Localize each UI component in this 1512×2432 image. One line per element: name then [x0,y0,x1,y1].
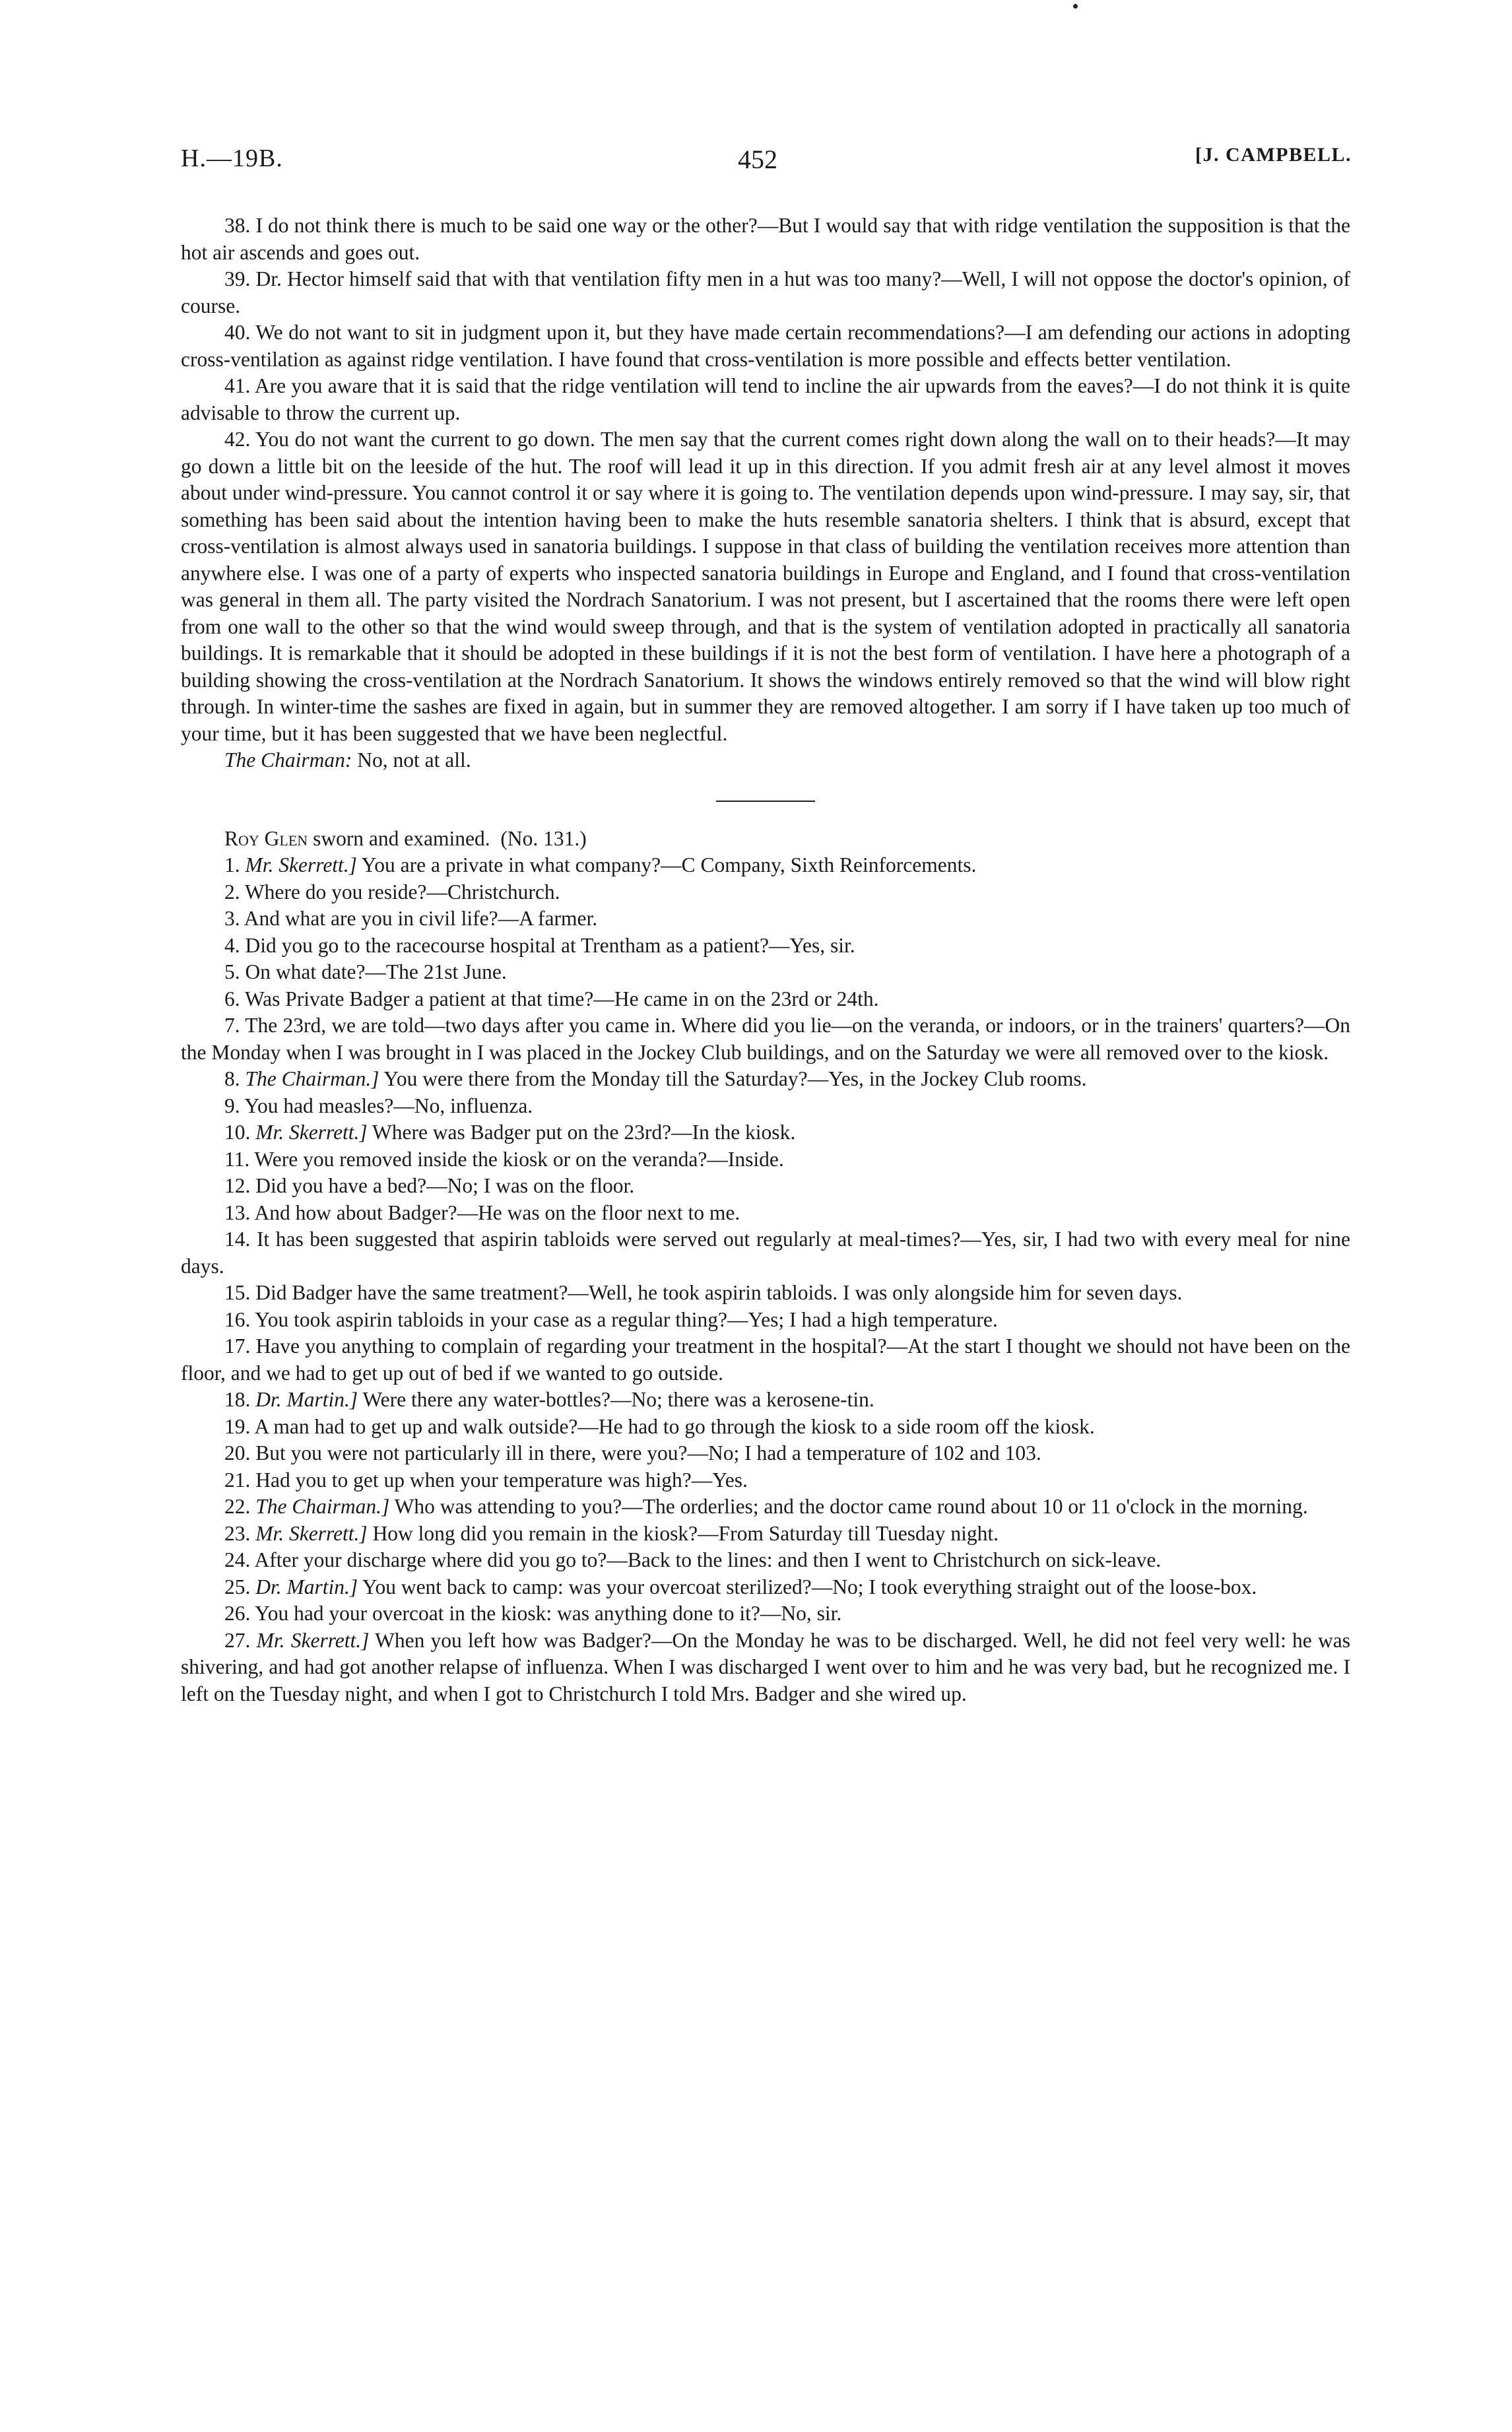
question-number: 15. [224,1281,251,1304]
question-item [181,1494,1350,1521]
question-number: 22. [224,1495,251,1518]
question-item [181,879,1350,906]
question-number: 24. [224,1548,251,1571]
question-number: 9. [224,1094,240,1117]
question-item [181,1333,1350,1387]
closing-speaker: The Chairman: [224,748,352,772]
question-item [181,986,1350,1013]
question-item [181,1574,1350,1601]
question-number: 27. [224,1628,251,1652]
question-item [181,933,1350,960]
question-number: 2. [224,880,240,904]
header-witness: [J. CAMPBELL. [1195,144,1352,166]
question-text: You went back to camp: was your overcoat sterilized?—No; I took everything straight out of the loose-box. [358,1575,1257,1598]
question-item [181,1547,1350,1574]
question-text: You took aspirin tabloids in your case as a regular thing?—Yes; I had a high temperature. [255,1307,998,1331]
question-text: Were you removed inside the kiosk or on the veranda?—Inside. [254,1147,784,1171]
question-item [181,1173,1350,1200]
question-item [181,1012,1350,1066]
question-item [181,1093,1350,1120]
question-text: After your discharge where did you go to?—Back to the lines: and then I went to Christchurch on sick-leave. [254,1548,1162,1571]
witness-number: (No. 131.) [500,826,587,850]
question-text: A man had to get up and walk outside?—He had to go through the kiosk to a side room off the kiosk. [254,1414,1095,1438]
question-text: And what are you in civil life?—A farmer. [244,907,598,930]
closing-remark [181,747,1350,774]
question-number: 13. [224,1200,251,1224]
question-number: 11. [224,1147,250,1171]
question-item [181,959,1350,986]
question-text: You were there from the Monday till the Saturday?—Yes, in the Jockey Club rooms. [379,1067,1087,1090]
question-number: 18. [224,1388,251,1411]
question-item [181,1200,1350,1227]
question-number: 1. [224,853,240,876]
witness-name: Roy Glen [224,826,308,850]
question-item [181,1226,1350,1280]
question-item [181,1066,1350,1093]
question-text: Have you anything to complain of regarding your treatment in the hospital?—At the start I thought we should not have been on the floor, and we had to get up out of bed if we wanted to go outside. [181,1334,1350,1385]
question-item [181,1521,1350,1548]
question-text: Did Badger have the same treatment?—Well, he took aspirin tabloids. I was only alongside him for seven days. [255,1281,1183,1304]
paragraph: 38. I do not think there is much to be said one way or the other?—But I would say that with ridge ventilation the supposition is that the hot air ascends and goes out. [181,214,1350,264]
question-text: You are a private in what company?—C Company, Sixth Reinforcements. [356,853,977,876]
question-number: 10. [224,1121,251,1144]
page-number: 452 [738,145,777,174]
question-text: How long did you remain in the kiosk?—From Saturday till Tuesday night. [367,1521,999,1545]
paragraph: 40. We do not want to sit in judgment upon it, but they have made certain recommendations?—I am defending our actions in adopting cross-ventilation as against ridge ventilation. I have found that cross-ventilation is more possible and effects better ventilation. [181,321,1350,371]
question-number: 17. [224,1334,251,1358]
paragraph: 39. Dr. Hector himself said that with that ventilation fifty men in a hut was too many?—Well, I will not oppose the doctor's opinion, of course. [181,267,1350,317]
question-speaker: Dr. Martin.] [255,1575,358,1598]
question-speaker: Mr. Skerrett.] [255,1521,368,1545]
question-number: 16. [224,1307,251,1331]
paragraph: 42. You do not want the current to go down. The men say that the current comes right down along the wall on to their heads?—It may go down a little bit on the leeside of the hut. The roof will lead it up in this direction. If you admit fresh air at any level almost it moves about under wind-pressure. You cannot control it or say where it is going to. The ventilation depends upon wind-pressure. I may say, sir, that something has been said about the intention having been to make the huts resemble sanatoria shelters. I think that is absurd, except that cross-ventilation is almost always used in sanatoria buildings. I suppose in that class of building the ventilation receives more attention than anywhere else. I was one of a party of experts who inspected sanatoria buildings in Europe and England, and I found that cross-ventilation was general in them all. The party visited the Nordrach Sanatorium. I was not present, but I ascertained that the rooms there were left open from one wall to the other so that the wind would sweep through, and that is the system of ventilation adopted in practically all sanatoria buildings. It is remarkable that it should be adopted in these buildings if it is not the best form of ventilation. I have here a photograph of a building showing the cross-ventilation at the Nordrach Sanatorium. It shows the windows entirely removed so that the wind will blow right through. In winter-time the sashes are fixed in again, but in summer they are removed altogether. I am sorry if I have taken up too much of your time, but it has been suggested that we have been neglectful. [181,428,1350,745]
header-reference: H.—19B. [181,145,283,172]
question-item [181,1119,1350,1146]
question-number: 20. [224,1441,251,1464]
question-number: 21. [224,1468,251,1492]
question-text: On what date?—The 21st June. [245,960,507,983]
witness-heading [181,826,1350,853]
question-text: Had you to get up when your temperature was high?—Yes. [255,1468,748,1492]
witness-heading-text: sworn and examined. [308,826,490,850]
question-item [181,1440,1350,1467]
question-item [181,1467,1350,1494]
question-item [181,1627,1350,1708]
question-item [181,1280,1350,1307]
question-number: 12. [224,1174,251,1197]
section-divider [716,801,815,802]
question-speaker: Mr. Skerrett.] [255,1121,368,1144]
question-speaker: Dr. Martin.] [255,1388,358,1411]
question-item [181,1600,1350,1627]
question-item [181,1387,1350,1414]
question-text: You had measles?—No, influenza. [244,1094,533,1117]
question-item [181,852,1350,879]
question-number: 4. [224,933,240,957]
question-text: When you left how was Badger?—On the Monday he was to be discharged. Well, he did not feel very well: he was shivering, and had got another relapse of influenza. When I was discharged I went over to him and he was very bad, but he recognized me. I left on the Tuesday night, and when I got to Christchurch I told Mrs. Badger and she wired up. [181,1628,1351,1705]
question-number: 5. [224,960,240,983]
question-text: Was Private Badger a patient at that time?—He came in on the 23rd or 24th. [244,987,879,1010]
closing-text: No, not at all. [352,748,471,772]
question-number: 3. [224,907,240,930]
question-item [181,905,1350,933]
question-text: Were there any water-bottles?—No; there was a kerosene-tin. [358,1388,874,1411]
question-text: And how about Badger?—He was on the floor next to me. [254,1200,740,1224]
question-text: Who was attending to you?—The orderlies; and the doctor came round about 10 or 11 o'clock in the morning. [389,1495,1308,1518]
question-text: Did you go to the racecourse hospital at Trentham as a patient?—Yes, sir. [245,933,855,957]
question-number: 23. [224,1521,251,1545]
question-text: Where was Badger put on the 23rd?—In the kiosk. [367,1121,796,1144]
stray-mark [1073,4,1078,9]
question-speaker: Mr. Skerrett.] [245,853,357,876]
question-text: You had your overcoat in the kiosk: was anything done to it?—No, sir. [255,1602,842,1625]
question-item [181,1414,1350,1441]
question-text: The 23rd, we are told—two days after you came in. Where did you lie—on the veranda, or indoors, or in the trainers' quarters?—On the Monday when I was brought in I was placed in the Jockey Club buildings, and on the Saturday we were all removed over to the kiosk. [181,1014,1350,1064]
question-number: 25. [224,1575,251,1598]
page-header [164,144,1352,183]
question-item [181,1146,1350,1173]
question-list [181,852,1350,1707]
question-text: Where do you reside?—Christchurch. [244,880,560,904]
question-number: 19. [224,1414,251,1438]
question-number: 8. [224,1067,240,1090]
question-number: 26. [224,1602,251,1625]
question-speaker: The Chairman.] [255,1495,390,1518]
question-item [181,1307,1350,1334]
question-number: 14. [224,1228,251,1251]
paragraph: 41. Are you aware that it is said that the ridge ventilation will tend to incline the air upwards from the eaves?—I do not think it is quite advisable to throw the current up. [181,374,1350,424]
page-body [181,213,1350,1707]
question-number: 7. [224,1014,240,1037]
question-speaker: The Chairman.] [245,1067,379,1090]
question-text: It has been suggested that aspirin tabloids were served out regularly at meal-times?—Yes, sir, I had two with every meal for nine days. [181,1228,1350,1278]
question-speaker: Mr. Skerrett.] [256,1628,370,1652]
question-number: 6. [224,987,240,1010]
question-text: Did you have a bed?—No; I was on the floor. [255,1174,635,1197]
question-text: But you were not particularly ill in there, were you?—No; I had a temperature of 102 and 103. [255,1441,1041,1464]
